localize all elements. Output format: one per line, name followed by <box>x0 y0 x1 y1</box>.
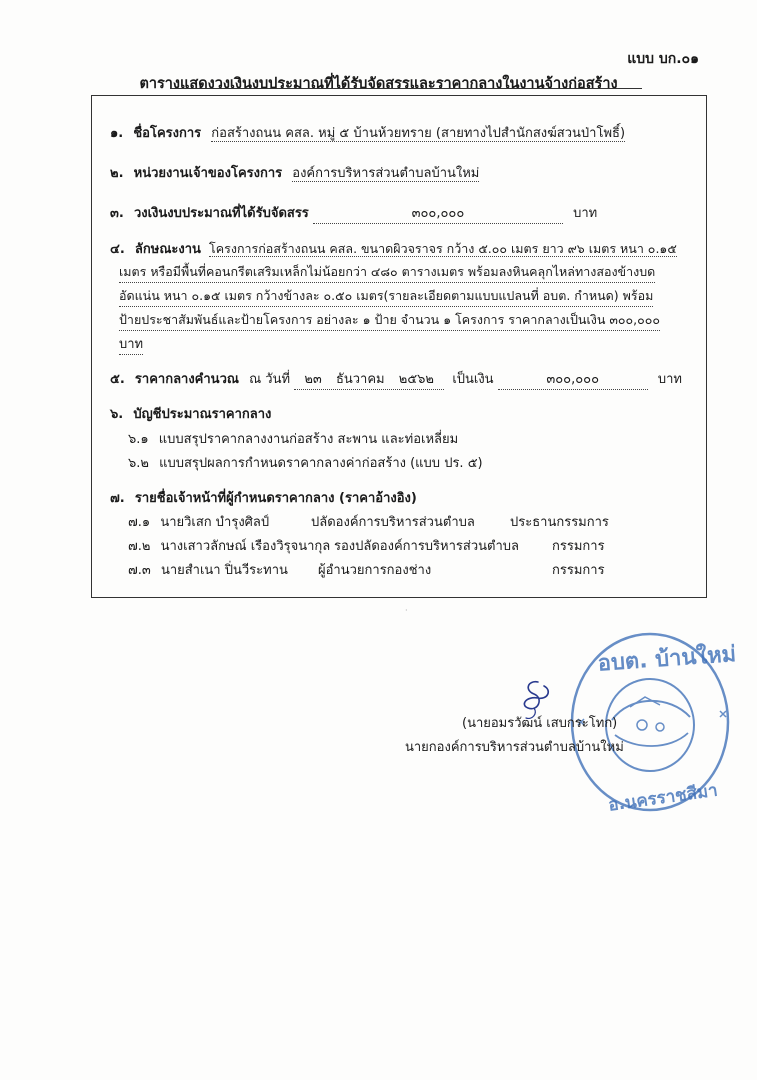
work-desc-line-3: อัดแน่น หนา ๐.๑๕ เมตร กว้างข้างละ ๐.๕๐ เมตร(รายละเอียดตามแบบแปลนที่ อบต. กำหนด) พร้อม <box>119 286 653 307</box>
date-day: ๒๓ <box>304 372 322 387</box>
item-6 <box>110 403 271 424</box>
official-2-num-name <box>128 535 330 556</box>
official-3-number: ๗.๓ <box>128 563 151 578</box>
subitem-6-2-number: ๖.๒ <box>128 456 149 471</box>
form-code: แบบ บก.๐๑ <box>627 51 699 67</box>
item-2-label: หน่วยงานเจ้าของโครงการ <box>133 166 283 181</box>
item-7-label: รายชื่อเจ้าหน้าที่ผู้กำหนดราคากลาง (ราคาอ้างอิง) <box>134 491 417 506</box>
official-2-number: ๗.๒ <box>128 539 151 554</box>
subitem-6-1 <box>128 428 458 449</box>
item-3-number: ๓. <box>110 206 124 221</box>
item-2 <box>110 162 479 183</box>
official-1-position: ปลัดองค์การบริหารส่วนตำบล <box>311 515 475 530</box>
item-7-number: ๗. <box>110 491 125 506</box>
date-value <box>294 368 444 390</box>
item-1-number: ๑. <box>110 126 124 141</box>
svg-text:อ.นครราชสีมา: อ.นครราชสีมา <box>607 780 719 816</box>
date-month: ธันวาคม <box>335 372 385 387</box>
item-6-number: ๖. <box>110 407 124 422</box>
official-2-name: นางเสาวลักษณ์ เรืองวิรุจนากุล <box>160 539 331 554</box>
subitem-6-1-text: แบบสรุปราคากลางงานก่อสร้าง สะพาน และท่อเหลี่ยม <box>158 432 459 447</box>
item-1 <box>110 122 625 143</box>
item-4-number: ๔. <box>110 242 125 257</box>
official-2-role: กรรมการ <box>552 539 605 554</box>
item-5-label: ราคากลางคำนวณ <box>134 372 239 387</box>
official-1-number: ๗.๑ <box>128 515 151 530</box>
agency-value: องค์การบริหารส่วนตำบลบ้านใหม่ <box>292 166 480 181</box>
work-desc-line-5: บาท <box>119 333 143 355</box>
official-2-position: รองปลัดองค์การบริหารส่วนตำบล <box>334 539 519 554</box>
work-desc-line-4: ป้ายประชาสัมพันธ์และป้ายโครงการ อย่างละ ๑ ป้าย จำนวน ๑ โครงการ ราคากลางเป็นเงิน ๓๐๐,๐๐๐ <box>119 310 660 331</box>
item-3-label: วงเงินงบประมาณที่ได้รับจัดสรร <box>133 206 309 221</box>
amount-label: เป็นเงิน <box>452 372 494 387</box>
item-4-label: ลักษณะงาน <box>134 242 201 257</box>
scan-speck: · <box>405 606 408 615</box>
date-year: ๒๕๖๒ <box>398 372 434 387</box>
item-7 <box>110 487 417 508</box>
item-1-label: ชื่อโครงการ <box>133 126 202 141</box>
subitem-6-2 <box>128 452 483 473</box>
item-5-number: ๕. <box>110 372 125 387</box>
work-desc-line-1: โครงการก่อสร้างถนน คสล. ขนาดผิวจราจร กว้าง ๕.๐๐ เมตร ยาว ๙๖ เมตร หนา ๐.๑๕ <box>209 241 677 256</box>
item-5 <box>110 368 682 390</box>
signatory-title: นายกองค์การบริหารส่วนตำบลบ้านใหม่ <box>405 740 624 755</box>
budget-unit: บาท <box>573 206 598 221</box>
title-underline <box>170 88 642 89</box>
reference-price-value: ๓๐๐,๐๐๐ <box>498 368 648 390</box>
reference-price-unit: บาท <box>657 372 682 387</box>
item-4-header <box>110 238 677 259</box>
official-1-num-name <box>128 511 269 532</box>
official-3-position: ผู้อำนวยการกองช่าง <box>318 563 432 578</box>
svg-text:อบต. บ้านใหม่: อบต. บ้านใหม่ <box>596 642 737 677</box>
item-2-number: ๒. <box>110 166 124 181</box>
project-name-value: ก่อสร้างถนน คสล. หมู่ ๕ บ้านห้วยทราย (สายทางไปสำนักสงฆ์สวนป่าโพธิ์) <box>211 126 626 141</box>
subitem-6-2-text: แบบสรุปผลการกำหนดราคากลางค่าก่อสร้าง (แบบ ปร. ๕) <box>159 456 483 471</box>
subitem-6-1-number: ๖.๑ <box>128 432 149 447</box>
item-3 <box>110 202 597 224</box>
official-1-name: นายวิเสก บำรุงศิลป์ <box>160 515 270 530</box>
official-3-role: กรรมการ <box>552 563 605 578</box>
item-6-label: บัญชีประมาณราคากลาง <box>133 407 272 422</box>
budget-value: ๓๐๐,๐๐๐ <box>313 202 563 224</box>
date-prefix: ณ วันที่ <box>249 372 291 387</box>
official-3-name: นายสำเนา ปิ่นวีระทาน <box>160 563 288 578</box>
official-1-role: ประธานกรรมการ <box>510 515 609 530</box>
work-desc-line-2: เมตร หรือมีพื้นที่คอนกรีตเสริมเหล็กไม่น้อยกว่า ๔๘๐ ตารางเมตร พร้อมลงหินคลุกไหล่ทางสองข้างบด <box>119 262 655 283</box>
signatory-name: (นายอมรวัฒน์ เสบกระโทก) <box>462 716 618 731</box>
official-3-num-name <box>128 559 288 580</box>
document-title: ตารางแสดงวงเงินงบประมาณที่ได้รับจัดสรรและราคากลางในงานจ้างก่อสร้าง <box>139 76 618 92</box>
